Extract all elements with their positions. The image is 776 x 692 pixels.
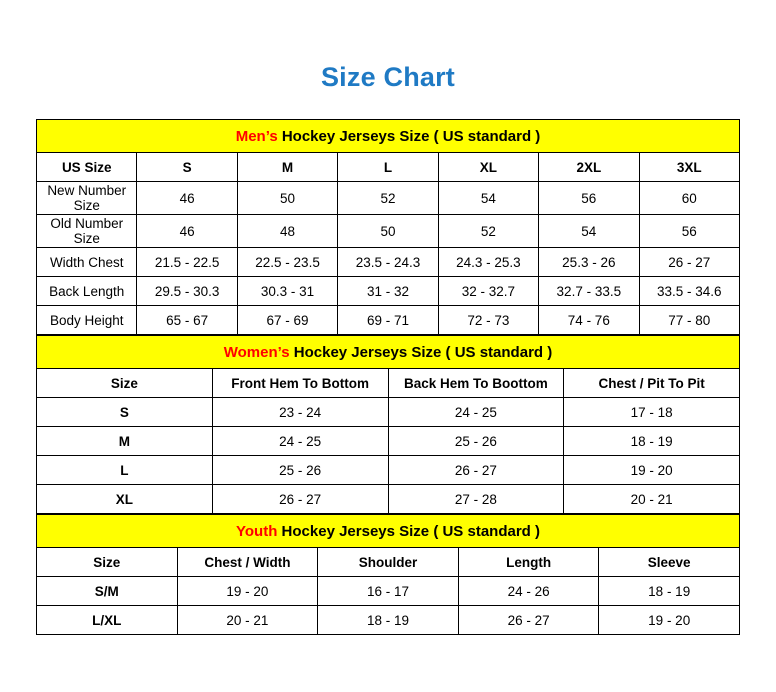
womens-r3-c3: 20 - 21	[564, 485, 740, 514]
womens-section-heading	[37, 336, 740, 369]
youth-column-header-row	[37, 548, 740, 577]
womens-r3-c0: XL	[37, 485, 213, 514]
table-row	[37, 485, 740, 514]
womens-r0-c2: 24 - 25	[388, 398, 564, 427]
womens-r1-c3: 18 - 19	[564, 427, 740, 456]
table-row	[37, 248, 740, 277]
mens-col-4: XL	[438, 153, 538, 182]
womens-r2-c0: L	[37, 456, 213, 485]
mens-r0-c1: 46	[137, 182, 237, 215]
mens-heading-accent: Men’s	[235, 127, 278, 145]
womens-r2-c1: 25 - 26	[212, 456, 388, 485]
womens-heading-accent: Women’s	[223, 343, 290, 361]
mens-r1-c4: 52	[438, 215, 538, 248]
womens-size-table	[36, 335, 740, 514]
youth-r1-c0: L/XL	[37, 606, 178, 635]
mens-r3-c6: 33.5 - 34.6	[639, 277, 739, 306]
womens-col-2: Back Hem To Boottom	[388, 369, 564, 398]
womens-r2-c3: 19 - 20	[564, 456, 740, 485]
mens-col-3: L	[338, 153, 438, 182]
youth-r1-c4: 19 - 20	[599, 606, 740, 635]
mens-r4-c4: 72 - 73	[438, 306, 538, 335]
youth-col-0: Size	[37, 548, 178, 577]
mens-r4-c3: 69 - 71	[338, 306, 438, 335]
youth-r0-c1: 19 - 20	[177, 577, 318, 606]
mens-r2-c0: Width Chest	[37, 248, 137, 277]
mens-r2-c3: 23.5 - 24.3	[338, 248, 438, 277]
mens-r3-c4: 32 - 32.7	[438, 277, 538, 306]
womens-r2-c2: 26 - 27	[388, 456, 564, 485]
page-title: Size Chart	[320, 62, 456, 92]
mens-r0-c6: 60	[639, 182, 739, 215]
table-row	[37, 182, 740, 215]
mens-r3-c2: 30.3 - 31	[237, 277, 337, 306]
mens-section-heading-row	[37, 120, 740, 153]
mens-r2-c5: 25.3 - 26	[539, 248, 639, 277]
mens-r1-c5: 54	[539, 215, 639, 248]
table-row	[37, 306, 740, 335]
mens-r4-c5: 74 - 76	[539, 306, 639, 335]
womens-r0-c1: 23 - 24	[212, 398, 388, 427]
mens-r4-c1: 65 - 67	[137, 306, 237, 335]
table-row	[37, 456, 740, 485]
youth-r1-c1: 20 - 21	[177, 606, 318, 635]
mens-r4-c0: Body Height	[37, 306, 137, 335]
youth-col-4: Sleeve	[599, 548, 740, 577]
mens-r3-c3: 31 - 32	[338, 277, 438, 306]
womens-r1-c0: M	[37, 427, 213, 456]
mens-column-header-row	[37, 153, 740, 182]
size-tables-container	[36, 119, 740, 635]
mens-r1-c2: 48	[237, 215, 337, 248]
youth-r0-c0: S/M	[37, 577, 178, 606]
womens-col-1: Front Hem To Bottom	[212, 369, 388, 398]
mens-section-heading	[37, 120, 740, 153]
youth-r0-c3: 24 - 26	[458, 577, 599, 606]
youth-col-2: Shoulder	[318, 548, 459, 577]
mens-size-table	[36, 119, 740, 335]
mens-r2-c2: 22.5 - 23.5	[237, 248, 337, 277]
youth-r0-c2: 16 - 17	[318, 577, 459, 606]
womens-col-3: Chest / Pit To Pit	[564, 369, 740, 398]
womens-r1-c2: 25 - 26	[388, 427, 564, 456]
womens-col-0: Size	[37, 369, 213, 398]
mens-r4-c2: 67 - 69	[237, 306, 337, 335]
mens-heading-rest: Hockey Jerseys Size ( US standard )	[277, 127, 541, 145]
mens-r3-c5: 32.7 - 33.5	[539, 277, 639, 306]
mens-r3-c0: Back Length	[37, 277, 137, 306]
table-row	[37, 215, 740, 248]
youth-heading-accent: Youth	[236, 522, 278, 540]
womens-heading-rest: Hockey Jerseys Size ( US standard )	[289, 343, 553, 361]
youth-col-3: Length	[458, 548, 599, 577]
womens-r3-c2: 27 - 28	[388, 485, 564, 514]
table-row	[37, 427, 740, 456]
mens-col-2: M	[237, 153, 337, 182]
mens-r3-c1: 29.5 - 30.3	[137, 277, 237, 306]
mens-col-1: S	[137, 153, 237, 182]
mens-col-0: US Size	[37, 153, 137, 182]
womens-section-heading-row	[37, 336, 740, 369]
mens-r2-c6: 26 - 27	[639, 248, 739, 277]
youth-r0-c4: 18 - 19	[599, 577, 740, 606]
mens-r2-c1: 21.5 - 22.5	[137, 248, 237, 277]
mens-col-6: 3XL	[639, 153, 739, 182]
youth-r1-c2: 18 - 19	[318, 606, 459, 635]
mens-r1-c6: 56	[639, 215, 739, 248]
womens-r1-c1: 24 - 25	[212, 427, 388, 456]
table-row	[37, 606, 740, 635]
womens-r0-c3: 17 - 18	[564, 398, 740, 427]
mens-r0-c4: 54	[438, 182, 538, 215]
table-row	[37, 398, 740, 427]
youth-col-1: Chest / Width	[177, 548, 318, 577]
mens-r2-c4: 24.3 - 25.3	[438, 248, 538, 277]
womens-r3-c1: 26 - 27	[212, 485, 388, 514]
mens-r0-c3: 52	[338, 182, 438, 215]
table-row	[37, 577, 740, 606]
youth-section-heading	[37, 515, 740, 548]
womens-column-header-row	[37, 369, 740, 398]
table-row	[37, 277, 740, 306]
womens-r0-c0: S	[37, 398, 213, 427]
mens-r1-c1: 46	[137, 215, 237, 248]
youth-heading-rest: Hockey Jerseys Size ( US standard )	[277, 522, 540, 540]
youth-r1-c3: 26 - 27	[458, 606, 599, 635]
youth-size-table	[36, 514, 740, 635]
youth-section-heading-row	[37, 515, 740, 548]
mens-r1-c0: Old Number Size	[37, 215, 137, 248]
mens-r1-c3: 50	[338, 215, 438, 248]
mens-col-5: 2XL	[539, 153, 639, 182]
mens-r0-c0: New Number Size	[37, 182, 137, 215]
mens-r0-c2: 50	[237, 182, 337, 215]
mens-r4-c6: 77 - 80	[639, 306, 739, 335]
mens-r0-c5: 56	[539, 182, 639, 215]
